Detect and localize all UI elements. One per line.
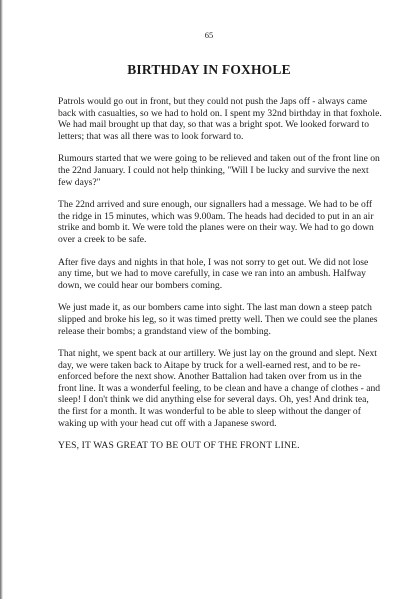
paragraph-five-days: After five days and nights in that hole, I was not sorry to get out. We did not lose any time, but we had to move carefully, in case we ran into an ambush. Halfway down, we could hear our bombers coming.: [58, 256, 369, 291]
body-text: [58, 96, 382, 452]
paragraph-rumours: Rumours started that we were going to be relieved and taken out of the front line on the 22nd January. I could not help thinking, "Will I be lucky and survive the next few days?": [58, 153, 380, 188]
closing-line: YES, IT WAS GREAT TO BE OUT OF THE FRONT LINE.: [58, 440, 300, 452]
page-binding-edge: [0, 0, 3, 599]
page-number: 65: [204, 30, 214, 40]
paragraph-bombers: We just made it, as our bombers came into sight. The last man down a steep patch slipped and broke his leg, so it was timed pretty well. Then we could see the planes release their bombs; a grandstand view of the bombing.: [58, 302, 378, 337]
paragraph-22nd-arrived: The 22nd arrived and sure enough, our signallers had a message. We had to be off the ridge in 15 minutes, which was 9.00am. The heads had decided to put in an air strike and bomb it. We were told the planes were on their way. We had to go down over a creek to be safe.: [58, 199, 374, 245]
page-title: BIRTHDAY IN FOXHOLE: [127, 62, 291, 77]
paragraph-patrols: Patrols would go out in front, but they could not push the Japs off - always came back with casualties, so we had to hold on. I spent my 32nd birthday in that foxhole. We had mail brought up that day, so that was a bright spot. We looked forward to letters; that was all there was to look forward to.: [58, 96, 382, 142]
paragraph-that-night: That night, we spent back at our artillery. We just lay on the ground and slept. Next day, we were taken back to Aitape by truck for a well-earned rest, and to be re-enforced before the next show. Another Battalion had taken over from us in the front line. It was a wonderful feeling, to be clean and have a change of clothes - and sleep! I don't think we did anything else for several days. Oh, yes! And drink tea, the first for a month. It was wonderful to be able to sleep without the danger of waking up with your head cut off with a Japanese sword.: [58, 348, 381, 429]
